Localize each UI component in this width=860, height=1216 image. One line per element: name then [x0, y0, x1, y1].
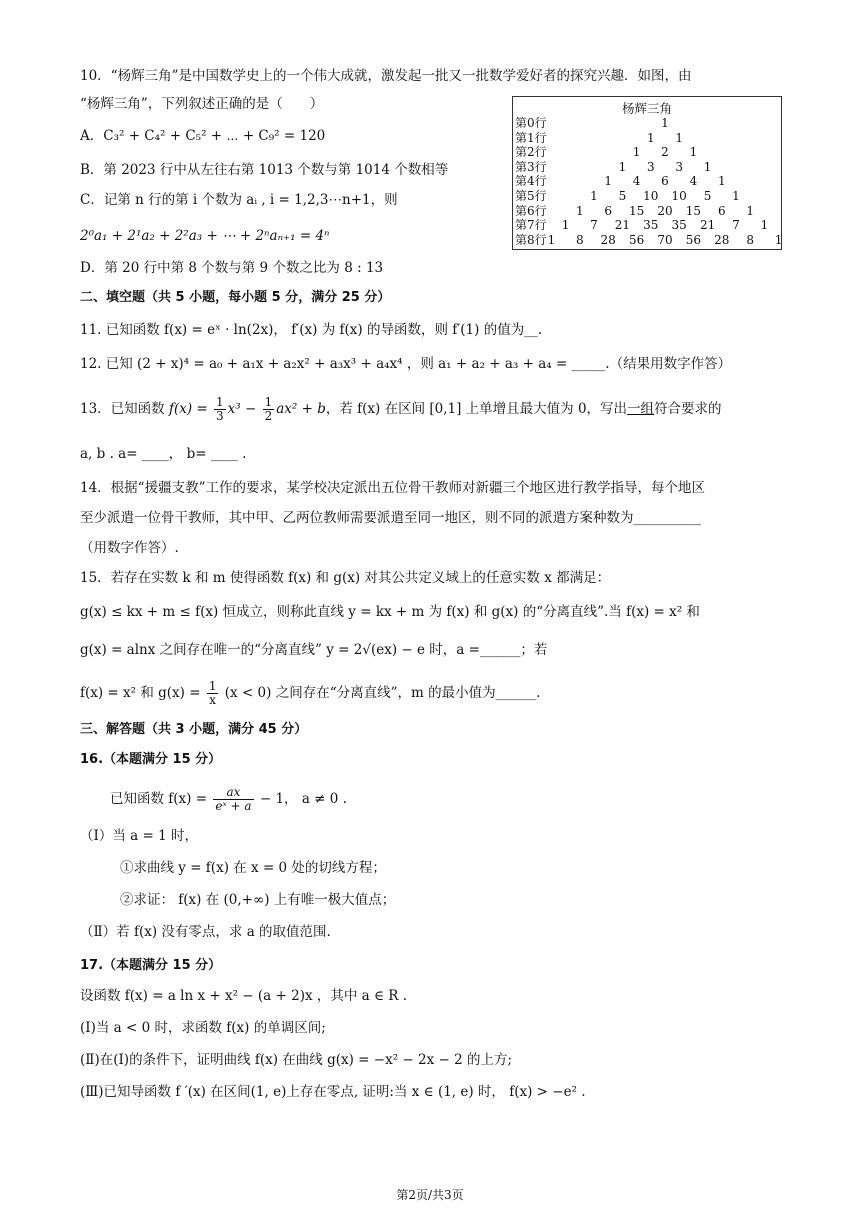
- q12: 12. 已知 (2 + x)⁴ = a₀ + a₁x + a₂x² + a₃x³ + a₄x⁴ ，则 a₁ + a₂ + a₃ + a₄ = _____.（结果用数字作答）: [80, 356, 732, 372]
- page-footer: 第2页/共3页: [396, 1188, 464, 1202]
- triangle-number: 6: [661, 174, 669, 189]
- triangle-number: 1: [675, 130, 684, 145]
- triangle-number: 1: [618, 159, 627, 174]
- triangle-number: 4: [632, 174, 641, 189]
- triangle-number: 7: [732, 218, 740, 233]
- q13-func-b: x³ −: [227, 401, 261, 417]
- q13-line2: a, b . a= ____， b= ____ .: [80, 446, 247, 462]
- q15-line1: 15．若存在实数 k 和 m 使得函数 f(x) 和 g(x) 对其公共定义域上的任意实数 x 都满足：: [80, 570, 611, 586]
- triangle-number: 1: [760, 218, 769, 233]
- q16-part2: （Ⅱ）若 f(x) 没有零点，求 a 的取值范围.: [80, 924, 331, 940]
- fraction-one-third: $\frac{1}{3}$: [216, 395, 224, 423]
- q16-title: 16.（本题满分 15 分）: [80, 752, 222, 767]
- triangle-row-label: 第1行: [515, 130, 547, 145]
- q17-given: 设函数 f(x) = a ln x + x² − (a + 2)x ，其中 a ∈ R .: [80, 988, 408, 1004]
- triangle-number: 21: [614, 218, 631, 233]
- triangle-number: 1: [561, 218, 570, 233]
- section3-heading: 三、解答题（共 3 小题，满分 45 分）: [80, 722, 308, 737]
- q15-line4: [80, 680, 540, 707]
- q16-fraction: [213, 786, 253, 813]
- q15-line3: g(x) = alnx 之间存在唯一的“分离直线” y = 2√(ex) − e 时，a =______；若: [80, 642, 548, 658]
- q17-part3: (Ⅲ)已知导函数 f ′(x) 在区间(1, e)上存在零点, 证明:当 x ∈ (1, e) 时， f(x) > −e² .: [80, 1084, 586, 1100]
- triangle-row-label: 第5行: [515, 189, 547, 203]
- triangle-title: 杨辉三角: [621, 101, 672, 116]
- triangle-row-label: 第3行: [515, 159, 547, 174]
- triangle-number: 70: [657, 232, 673, 247]
- section2-heading: 二、填空题（共 5 小题，每小题 5 分，满分 25 分）: [80, 290, 391, 305]
- triangle-row: [515, 218, 779, 232]
- fraction-one-over-x: $\frac{1}{x}$: [208, 679, 217, 707]
- triangle-number: 1: [703, 159, 712, 174]
- triangle-row: [515, 232, 783, 247]
- triangle-number: 3: [646, 159, 655, 174]
- q14-line1: 14．根据“援疆支教”工作的要求，某学校决定派出五位骨干教师对新疆三个地区进行教学指导，每个地区: [80, 480, 705, 496]
- triangle-row-label: 第2行: [515, 145, 547, 160]
- triangle-number: 10: [671, 189, 687, 203]
- q16-part1-item1: ①求曲线 y = f(x) 在 x = 0 处的切线方程；: [120, 860, 386, 876]
- triangle-number: 56: [628, 232, 645, 247]
- q10-option-a: A．C₃² + C₄² + C₅² + ⋯ + C₉² = 120: [80, 128, 326, 144]
- q10-option-b: B．第 2023 行中从左往右第 1013 个数与第 1014 个数相等: [80, 162, 449, 178]
- triangle-number: 1: [746, 203, 755, 218]
- q15-line2: g(x) ≤ kx + m ≤ f(x) 恒成立，则称此直线 y = kx + m 为 f(x) 和 g(x) 的“分离直线”.当 f(x) = x² 和: [80, 604, 700, 620]
- q16-part1: （Ⅰ）当 a = 1 时，: [80, 828, 198, 844]
- triangle-number: 1: [717, 174, 726, 189]
- triangle-number: 6: [717, 203, 726, 218]
- triangle-row: [515, 174, 779, 188]
- q13-middle: ，若 f(x) 在区间 [0,1] 上单增且最大值为 0，写出: [325, 401, 628, 417]
- q13-prefix: 13．已知函数: [80, 401, 165, 417]
- triangle-number: 1: [732, 189, 740, 203]
- q10-stem-line2: “杨辉三角”，下列叙述正确的是（ ）: [80, 96, 324, 112]
- q10-option-c-line2: 2⁰a₁ + 2¹a₂ + 2²a₃ + ⋯ + 2ⁿaₙ₊₁ = 4ⁿ: [80, 228, 330, 244]
- q15-line4a: f(x) = x² 和 g(x) =: [80, 685, 201, 701]
- q17-part1: (Ⅰ)当 a < 0 时，求函数 f(x) 的单调区间;: [80, 1020, 326, 1036]
- triangle-number: 1: [632, 145, 641, 160]
- triangle-number: 5: [618, 189, 627, 203]
- triangle-row-label: 第8行: [515, 232, 547, 247]
- q15-line4b: (x < 0) 之间存在“分离直线”，m 的最小值为______.: [224, 685, 541, 701]
- triangle-number: 1: [575, 203, 584, 218]
- q16-fraction-numerator: ax: [213, 786, 253, 800]
- q13-emphasis: 一组: [627, 401, 655, 417]
- triangle-row: [515, 131, 779, 145]
- triangle-row: [515, 189, 779, 203]
- triangle-number: 6: [604, 203, 613, 218]
- triangle-number: 3: [675, 159, 684, 174]
- triangle-number: 56: [685, 232, 702, 247]
- triangle-row: [515, 116, 779, 130]
- triangle-number: 35: [671, 218, 687, 233]
- triangle-row: [515, 204, 779, 218]
- triangle-number: 8: [746, 232, 755, 247]
- triangle-number: 15: [628, 203, 645, 218]
- q17-part2: (Ⅱ)在(Ⅰ)的条件下，证明曲线 f(x) 在曲线 g(x) = −x² − 2x − 2 的上方;: [80, 1052, 513, 1068]
- triangle-number: 1: [604, 174, 613, 189]
- triangle-number: 1: [646, 130, 655, 145]
- triangle-row: [515, 160, 779, 174]
- q14-line3: （用数字作答）.: [80, 540, 179, 556]
- q10-option-d: D．第 20 行中第 8 个数与第 9 个数之比为 8 : 13: [80, 260, 384, 276]
- q16-given: [110, 786, 347, 813]
- triangle-number: 20: [657, 203, 673, 218]
- triangle-number: 35: [643, 218, 659, 233]
- q14-line2: 至少派遣一位骨干教师，其中甲、乙两位教师需要派遣至同一地区，则不同的派遣方案种数为__________: [80, 510, 701, 526]
- q13-func-a: f(x) =: [168, 401, 213, 417]
- triangle-number: 1: [774, 232, 783, 247]
- triangle-number: 5: [703, 189, 712, 203]
- q10-option-c-line1: C．记第 n 行的第 i 个数为 aᵢ , i = 1,2,3⋯n+1，则: [80, 192, 398, 208]
- triangle-number: 1: [547, 232, 556, 247]
- yanghui-triangle-figure: [512, 96, 782, 250]
- q17-title: 17.（本题满分 15 分）: [80, 958, 222, 973]
- triangle-number: 21: [699, 218, 716, 233]
- triangle-number: 1: [689, 145, 698, 160]
- triangle-row: [515, 145, 779, 159]
- q16-part1-item2: ②求证： f(x) 在 (0,+∞) 上有唯一极大值点；: [120, 892, 396, 908]
- q16-fraction-denominator: eˣ + a: [215, 799, 252, 813]
- q10-stem-line1: 10．“杨辉三角”是中国数学史上的一个伟大成就，激发起一批又一批数学爱好者的探究兴趣．如图，由: [80, 68, 692, 84]
- triangle-number: 1: [590, 189, 598, 203]
- q13-tail: 符合要求的: [654, 401, 722, 417]
- q13-func-c: ax² + b: [276, 401, 326, 417]
- triangle-row-label: 第0行: [515, 116, 547, 130]
- q16-given-a: 已知函数 f(x) =: [110, 791, 208, 807]
- triangle-number: 28: [600, 232, 616, 247]
- q11: 11. 已知函数 f(x) = eˣ · ln(2x)， f′(x) 为 f(x) 的导函数，则 f′(1) 的值为__.: [80, 322, 542, 338]
- q13-line1: [80, 396, 722, 423]
- triangle-number: 7: [590, 218, 598, 233]
- fraction-one-half: $\frac{1}{2}$: [264, 395, 273, 423]
- q16-given-b: − 1， a ≠ 0 .: [259, 791, 347, 807]
- triangle-number: 1: [661, 116, 669, 130]
- triangle-row-label: 第6行: [515, 203, 547, 218]
- triangle-number: 10: [643, 189, 659, 203]
- triangle-row-label: 第4行: [515, 174, 547, 189]
- triangle-number: 28: [714, 232, 730, 247]
- triangle-number: 8: [575, 232, 584, 247]
- triangle-row-label: 第7行: [515, 218, 547, 233]
- triangle-number: 4: [689, 174, 698, 189]
- triangle-number: 2: [661, 145, 669, 160]
- triangle-number: 15: [685, 203, 702, 218]
